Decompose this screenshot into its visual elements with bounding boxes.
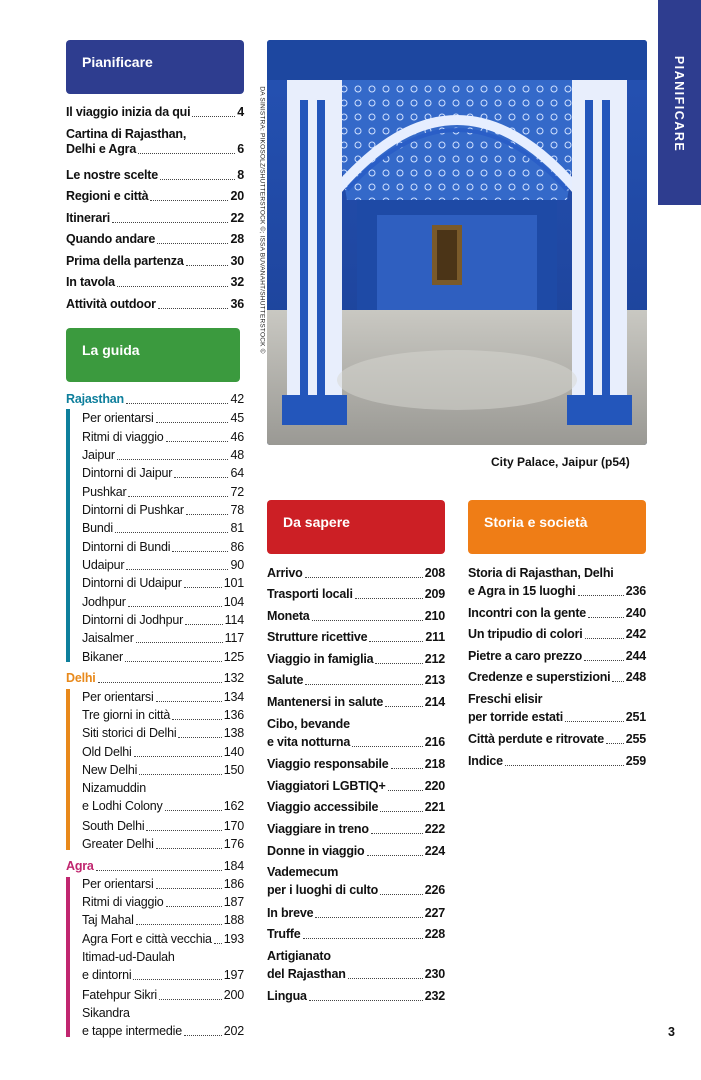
dot-leader <box>158 308 229 309</box>
toc-subentry[interactable] <box>82 932 244 947</box>
entry-title: Ritmi di viaggio <box>82 430 164 444</box>
entry-title: Agra Fort e città vecchia <box>82 932 212 946</box>
entry-title: Fatehpur Sikri <box>82 988 158 1002</box>
toc-entry[interactable] <box>267 779 445 794</box>
toc-subentry[interactable] <box>82 819 244 834</box>
dot-leader <box>98 682 222 683</box>
entry-page: 232 <box>424 989 445 1003</box>
toc-subentry[interactable] <box>82 558 244 573</box>
toc-entry[interactable] <box>267 800 445 815</box>
entry-title: Dintorni di Jodhpur <box>82 613 184 627</box>
entry-title: Delhi e Agra <box>66 142 137 156</box>
toc-entry[interactable] <box>66 189 244 204</box>
dot-leader <box>117 286 229 287</box>
dot-leader <box>128 496 228 497</box>
entry-page: 228 <box>424 927 445 941</box>
toc-subentry[interactable] <box>82 466 244 481</box>
entry-page: 220 <box>424 779 445 793</box>
entry-title-line1: Freschi elisir <box>468 692 543 706</box>
dot-leader <box>186 265 229 266</box>
entry-title: New Delhi <box>82 763 138 777</box>
entry-title: Itinerari <box>66 211 111 225</box>
entry-page: 78 <box>230 503 244 517</box>
dot-leader <box>165 810 222 811</box>
toc-section-delhi[interactable] <box>66 671 244 686</box>
dot-leader <box>139 774 222 775</box>
entry-title: Tre giorni in città <box>82 708 171 722</box>
toc-subentry[interactable] <box>82 745 244 760</box>
toc-entry[interactable] <box>468 732 646 747</box>
entry-page: 36 <box>230 297 244 311</box>
toc-subentry[interactable] <box>82 708 244 723</box>
section-title: Pianificare <box>82 54 153 70</box>
dot-leader <box>117 459 229 460</box>
photo-credit-text: DA SINISTRA: PIKOSOLZ/SHUTTERSTOCK ©; ISSA BUVANAHT/SHUTTERSTOCK © <box>258 86 266 354</box>
entry-page: 136 <box>223 708 244 722</box>
toc-entry[interactable] <box>267 989 445 1004</box>
toc-entry[interactable] <box>66 105 244 120</box>
toc-subentry[interactable] <box>82 650 244 665</box>
dot-leader <box>159 999 222 1000</box>
dot-leader <box>391 768 423 769</box>
entry-page: 230 <box>424 967 445 981</box>
section-header-da-sapere <box>267 500 445 554</box>
entry-title: Pietre a caro prezzo <box>468 649 583 663</box>
entry-title: per i luoghi di culto <box>267 883 379 897</box>
dot-leader <box>96 870 222 871</box>
section-title: La guida <box>82 342 140 358</box>
entry-page: 48 <box>230 448 244 462</box>
entry-title: Prima della partenza <box>66 254 184 268</box>
dot-leader <box>157 243 228 244</box>
entry-title: Incontri con la gente <box>468 606 587 620</box>
toc-entry[interactable] <box>66 297 244 312</box>
photo-city-palace <box>267 40 647 445</box>
dot-leader <box>156 701 222 702</box>
entry-title: Viaggiare in treno <box>267 822 369 836</box>
toc-entry[interactable] <box>267 695 445 710</box>
entry-title: Old Delhi <box>82 745 132 759</box>
entry-page: 138 <box>223 726 244 740</box>
entry-title: Arrivo <box>267 566 303 580</box>
entry-title: Jaipur <box>82 448 115 462</box>
toc-subentry[interactable] <box>82 1006 244 1039</box>
entry-page: 104 <box>223 595 244 609</box>
entry-page: 251 <box>625 710 646 724</box>
toc-subentry[interactable] <box>82 540 244 555</box>
dot-leader <box>371 833 423 834</box>
entry-title-line1: Nizamuddin <box>82 781 147 795</box>
toc-entry[interactable] <box>468 670 646 685</box>
toc-subentry[interactable] <box>82 521 244 536</box>
toc-subentry[interactable] <box>82 595 244 610</box>
entry-page: 248 <box>625 670 646 684</box>
entry-page: 259 <box>625 754 646 768</box>
dot-leader <box>612 681 623 682</box>
toc-entry[interactable] <box>267 630 445 645</box>
entry-title: per torride estati <box>468 710 564 724</box>
dot-leader <box>156 888 222 889</box>
entry-page: 162 <box>223 799 244 813</box>
entry-title: Indice <box>468 754 503 768</box>
dot-leader <box>355 598 423 599</box>
dot-leader <box>380 811 422 812</box>
toc-subentry[interactable] <box>82 913 244 928</box>
entry-page: 132 <box>223 671 244 685</box>
entry-title: Viaggio accessibile <box>267 800 379 814</box>
dot-leader <box>309 1000 423 1001</box>
toc-entry[interactable] <box>267 673 445 688</box>
toc-subentry[interactable] <box>82 877 244 892</box>
dot-leader <box>369 641 423 642</box>
entry-title: Città perdute e ritrovate <box>468 732 605 746</box>
dot-leader <box>184 587 222 588</box>
entry-title: Viaggio responsabile <box>267 757 389 771</box>
side-tab-pianificare[interactable] <box>658 0 701 205</box>
toc-entry[interactable] <box>66 211 244 226</box>
toc-entry[interactable] <box>66 127 244 157</box>
entry-page: 212 <box>424 652 445 666</box>
section-header-pianificare <box>66 40 244 94</box>
rajasthan-bar <box>66 409 70 662</box>
entry-title: Per orientarsi <box>82 877 154 891</box>
entry-title: Regioni e città <box>66 189 149 203</box>
dot-leader <box>578 595 624 596</box>
toc-entry[interactable] <box>267 566 445 581</box>
entry-title-line1: Vademecum <box>267 865 339 879</box>
entry-title: Jaisalmer <box>82 631 134 645</box>
section-region-title: Delhi <box>66 671 96 685</box>
dot-leader <box>112 222 228 223</box>
dot-leader <box>136 642 223 643</box>
entry-title: e Lodhi Colony <box>82 799 163 813</box>
dot-leader <box>348 978 423 979</box>
entry-page: 214 <box>424 695 445 709</box>
entry-title: Attività outdoor <box>66 297 156 311</box>
entry-page: 222 <box>424 822 445 836</box>
entry-title-line1: Artigianato <box>267 949 331 963</box>
entry-page: 255 <box>625 732 646 746</box>
toc-entry[interactable] <box>267 609 445 624</box>
entry-page: 202 <box>223 1024 244 1038</box>
dot-leader <box>146 830 221 831</box>
toc-entry[interactable] <box>66 275 244 290</box>
entry-title: e vita notturna <box>267 735 351 749</box>
entry-title: Credenze e superstizioni <box>468 670 611 684</box>
palace-illustration <box>267 40 647 445</box>
entry-title: Per orientarsi <box>82 690 154 704</box>
dot-leader <box>128 606 222 607</box>
entry-title: Lingua <box>267 989 307 1003</box>
entry-page: 150 <box>223 763 244 777</box>
dot-leader <box>352 746 423 747</box>
dot-leader <box>174 477 228 478</box>
entry-title: Per orientarsi <box>82 411 154 425</box>
toc-entry[interactable] <box>267 927 445 942</box>
entry-page: 81 <box>230 521 244 535</box>
dot-leader <box>186 514 229 515</box>
dot-leader <box>585 638 624 639</box>
entry-title: Dintorni di Jaipur <box>82 466 173 480</box>
toc-entry[interactable] <box>267 865 445 898</box>
entry-page: 210 <box>424 609 445 623</box>
entry-page: 45 <box>230 411 244 425</box>
entry-title: Truffe <box>267 927 301 941</box>
entry-page: 193 <box>223 932 244 946</box>
entry-title: Dintorni di Udaipur <box>82 576 182 590</box>
toc-entry[interactable] <box>66 254 244 269</box>
entry-page: 240 <box>625 606 646 620</box>
entry-title: Dintorni di Pushkar <box>82 503 184 517</box>
entry-page: 8 <box>237 168 244 182</box>
entry-page: 197 <box>223 968 244 982</box>
dot-leader <box>388 790 423 791</box>
entry-title: Salute <box>267 673 304 687</box>
side-tab-label: PIANIFICARE <box>672 55 686 153</box>
dot-leader <box>305 577 423 578</box>
dot-leader <box>126 569 228 570</box>
entry-page: 20 <box>230 189 244 203</box>
entry-page: 221 <box>424 800 445 814</box>
dot-leader <box>134 756 222 757</box>
dot-leader <box>312 620 423 621</box>
entry-title: Mantenersi in salute <box>267 695 384 709</box>
toc-subentry[interactable] <box>82 726 244 741</box>
entry-page: 227 <box>424 906 445 920</box>
dot-leader <box>584 660 624 661</box>
dot-leader <box>214 943 222 944</box>
entry-page: 244 <box>625 649 646 663</box>
entry-title: Bikaner <box>82 650 123 664</box>
toc-entry[interactable] <box>66 232 244 247</box>
page-number: 3 <box>668 1025 675 1039</box>
entry-page: 216 <box>424 735 445 749</box>
entry-title: Taj Mahal <box>82 913 134 927</box>
entry-title: In breve <box>267 906 314 920</box>
entry-page: 187 <box>223 895 244 909</box>
dot-leader <box>133 979 221 980</box>
entry-page: 30 <box>230 254 244 268</box>
dot-leader <box>156 422 229 423</box>
toc-entry[interactable] <box>267 844 445 859</box>
entry-page: 208 <box>424 566 445 580</box>
section-title: Storia e società <box>484 514 588 530</box>
toc-entry[interactable] <box>267 652 445 667</box>
dot-leader <box>126 403 229 404</box>
dot-leader <box>588 617 624 618</box>
dot-leader <box>166 906 222 907</box>
entry-page: 72 <box>230 485 244 499</box>
entry-title: Dintorni di Bundi <box>82 540 171 554</box>
dot-leader <box>192 116 235 117</box>
dot-leader <box>305 684 422 685</box>
entry-page: 6 <box>237 142 244 156</box>
dot-leader <box>172 719 222 720</box>
entry-title: Bundi <box>82 521 113 535</box>
dot-leader <box>385 706 423 707</box>
entry-title: Pushkar <box>82 485 127 499</box>
entry-page: 218 <box>424 757 445 771</box>
toc-entry[interactable] <box>267 757 445 772</box>
entry-page: 242 <box>625 627 646 641</box>
dot-leader <box>150 200 228 201</box>
toc-subentry[interactable] <box>82 763 244 778</box>
entry-page: 224 <box>424 844 445 858</box>
entry-title: Jodhpur <box>82 595 126 609</box>
entry-page: 28 <box>230 232 244 246</box>
dot-leader <box>367 855 423 856</box>
agra-bar <box>66 877 70 1037</box>
dot-leader <box>606 743 624 744</box>
dot-leader <box>565 721 624 722</box>
dot-leader <box>185 624 223 625</box>
toc-entry[interactable] <box>267 717 445 750</box>
dot-leader <box>375 663 422 664</box>
entry-title-line1: Storia di Rajasthan, Delhi <box>468 566 614 580</box>
entry-title: e dintorni <box>82 968 132 982</box>
entry-page: 101 <box>223 576 244 590</box>
toc-subentry[interactable] <box>82 485 244 500</box>
toc-subentry[interactable] <box>82 988 244 1003</box>
entry-page: 213 <box>424 673 445 687</box>
entry-title: Ritmi di viaggio <box>82 895 164 909</box>
entry-title: Viaggio in famiglia <box>267 652 374 666</box>
entry-title: e tappe intermedie <box>82 1024 182 1038</box>
dot-leader <box>184 1035 222 1036</box>
entry-page: 200 <box>223 988 244 1002</box>
entry-page: 42 <box>230 392 244 406</box>
photo-caption: City Palace, Jaipur (p54) <box>491 455 630 469</box>
entry-page: 32 <box>230 275 244 289</box>
toc-entry[interactable] <box>267 822 445 837</box>
toc-entry[interactable] <box>267 949 445 982</box>
entry-page: 184 <box>223 859 244 873</box>
entry-page: 186 <box>223 877 244 891</box>
entry-page: 209 <box>424 587 445 601</box>
entry-title: Quando andare <box>66 232 156 246</box>
toc-subentry[interactable] <box>82 837 244 852</box>
toc-subentry[interactable] <box>82 503 244 518</box>
entry-page: 64 <box>230 466 244 480</box>
entry-page: 226 <box>424 883 445 897</box>
toc-entry[interactable] <box>468 649 646 664</box>
entry-page: 90 <box>230 558 244 572</box>
toc-subentry[interactable] <box>82 430 244 445</box>
section-region-title: Rajasthan <box>66 392 124 406</box>
entry-page: 114 <box>224 613 244 627</box>
entry-page: 170 <box>223 819 244 833</box>
entry-page: 46 <box>230 430 244 444</box>
dot-leader <box>138 153 235 154</box>
dot-leader <box>115 532 229 533</box>
entry-page: 134 <box>223 690 244 704</box>
dot-leader <box>160 179 235 180</box>
entry-title: Udaipur <box>82 558 125 572</box>
toc-subentry[interactable] <box>82 895 244 910</box>
entry-title-line1: Itimad-ud-Daulah <box>82 950 175 964</box>
entry-title: Un tripudio di colori <box>468 627 583 641</box>
dot-leader <box>303 938 423 939</box>
entry-page: 236 <box>625 584 646 598</box>
entry-title: Donne in viaggio <box>267 844 365 858</box>
dot-leader <box>136 924 222 925</box>
toc-section-agra[interactable] <box>66 859 244 874</box>
entry-title-line1: Cibo, bevande <box>267 717 350 731</box>
entry-page: 125 <box>223 650 244 664</box>
toc-subentry[interactable] <box>82 631 244 646</box>
dot-leader <box>166 441 229 442</box>
dot-leader <box>505 765 624 766</box>
toc-subentry[interactable] <box>82 950 244 983</box>
entry-page: 176 <box>223 837 244 851</box>
section-region-title: Agra <box>66 859 94 873</box>
dot-leader <box>172 551 228 552</box>
toc-subentry[interactable] <box>82 613 244 628</box>
entry-title: Trasporti locali <box>267 587 353 601</box>
section-title: Da sapere <box>283 514 350 530</box>
toc-subentry[interactable] <box>82 690 244 705</box>
entry-title: Greater Delhi <box>82 837 154 851</box>
dot-leader <box>156 848 222 849</box>
section-header-storia-e-societa <box>468 500 646 554</box>
entry-title: In tavola <box>66 275 115 289</box>
entry-title: Siti storici di Delhi <box>82 726 177 740</box>
dot-leader <box>125 661 222 662</box>
delhi-bar <box>66 689 70 850</box>
toc-entry[interactable] <box>468 627 646 642</box>
section-header-la-guida <box>66 328 240 382</box>
toc-section-rajasthan[interactable] <box>66 392 244 407</box>
dot-leader <box>315 917 422 918</box>
entry-title: Il viaggio inizia da qui <box>66 105 191 119</box>
toc-subentry[interactable] <box>82 781 244 814</box>
entry-title: e Agra in 15 luoghi <box>468 584 576 598</box>
entry-page: 86 <box>230 540 244 554</box>
dot-leader <box>380 894 423 895</box>
toc-entry[interactable] <box>468 606 646 621</box>
entry-title: Strutture ricettive <box>267 630 368 644</box>
toc-entry[interactable] <box>468 692 646 725</box>
entry-title: Le nostre scelte <box>66 168 158 182</box>
entry-page: 211 <box>425 630 445 644</box>
entry-page: 140 <box>223 745 244 759</box>
toc-entry[interactable] <box>66 168 244 183</box>
entry-title: del Rajasthan <box>267 967 346 981</box>
entry-page: 188 <box>223 913 244 927</box>
entry-title: Viaggiatori LGBTIQ+ <box>267 779 386 793</box>
dot-leader <box>178 737 221 738</box>
toc-subentry[interactable] <box>82 448 244 463</box>
entry-page: 22 <box>230 211 244 225</box>
entry-page: 117 <box>224 631 244 645</box>
entry-page: 4 <box>237 105 244 119</box>
toc-subentry[interactable] <box>82 411 244 426</box>
toc-entry[interactable] <box>267 587 445 602</box>
toc-entry[interactable] <box>267 906 445 921</box>
entry-title-line1: Cartina di Rajasthan, <box>66 127 187 141</box>
toc-entry[interactable] <box>468 754 646 769</box>
entry-title: Moneta <box>267 609 310 623</box>
entry-title-line1: Sikandra <box>82 1006 130 1020</box>
toc-subentry[interactable] <box>82 576 244 591</box>
entry-title: South Delhi <box>82 819 145 833</box>
toc-entry[interactable] <box>468 566 646 599</box>
